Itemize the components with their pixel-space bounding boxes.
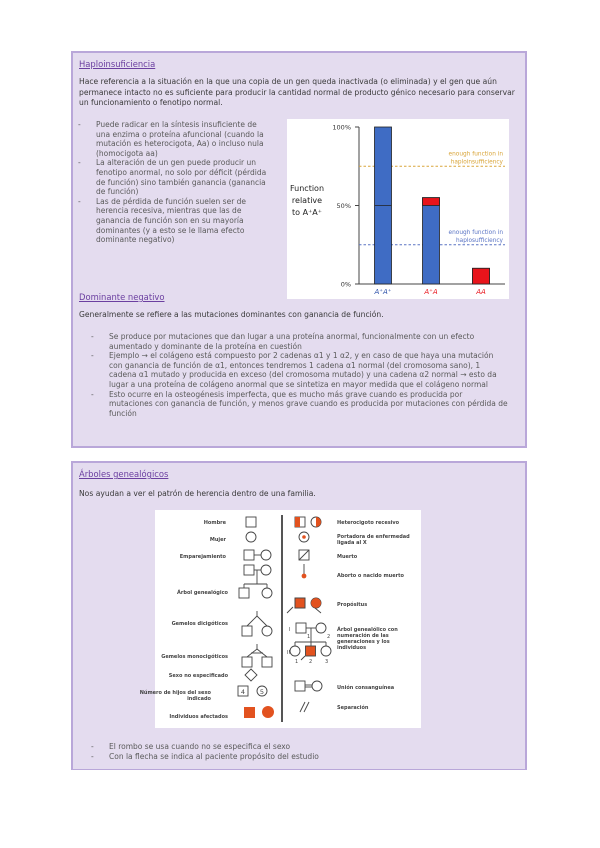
haploinsuficiencia-bullets [77, 120, 267, 245]
list-item: - Esto ocurre en la osteogénesis imperfecta, que es mucho más grave cuando es producida por mutaciones con ganancia de función, y menos grave cuando es producida por mutaciones con pérdida de función [90, 390, 508, 419]
legend-label-union: Unión consanguínea [337, 685, 395, 691]
propositus-male-symbol [295, 598, 305, 608]
function-chart-svg [287, 119, 509, 299]
list-item: - Puede radicar en la síntesis insuficiente de una enzima o proteína afuncional (cuando la mutación es heterocigota, Aa) o incluso nula (homocigota aa) [77, 120, 267, 158]
section-title-dominante-negativo: Dominante negativo [79, 292, 165, 302]
legend-label-afectados: Individuos afectados [169, 714, 228, 720]
count-number: 5 [259, 688, 265, 696]
dominante-negativo-intro: Generalmente se refiere a las mutaciones dominantes con ganancia de función. [79, 310, 384, 319]
bar-1 [423, 198, 440, 284]
list-item: - El rombo se usa cuando no se especifica el sexo [90, 742, 508, 752]
y-axis-label: Function [289, 184, 325, 193]
dominante-negativo-bullets [90, 332, 508, 418]
list-item: - La alteración de un gen puede producir un fenotipo anormal, no solo por déficit (pérdida de función) sino también ganancia (ganancia de función) [77, 158, 267, 196]
individual-number: 3 [325, 659, 329, 665]
legend-label-numero-hijos: Número de hijos del sexo indicado [139, 690, 211, 702]
x-tick-label: AA [476, 288, 486, 296]
legend-label-propositus: Propósitus [337, 602, 368, 608]
affected-male-symbol [244, 707, 255, 718]
threshold-label: haplosufficiency [455, 237, 503, 244]
bar-defect-2 [473, 268, 490, 284]
pedigree-legend [139, 510, 421, 728]
generation-label: II [287, 650, 290, 656]
female-symbol [246, 532, 256, 542]
generation-label: I [289, 627, 291, 633]
arboles-intro: Nos ayudan a ver el patrón de herencia dentro de una familia. [79, 489, 316, 498]
legend-label-muerto: Muerto [337, 554, 358, 560]
legend-label-separacion: Separación [337, 705, 369, 711]
x-tick-label: A⁺A [424, 288, 438, 296]
bar-defect-1 [423, 198, 440, 206]
section-title-arboles: Árboles genealógicos [79, 469, 169, 479]
legend-label-monocigoticos: Gemelos monocigóticos [161, 654, 228, 660]
legend-label-no-especificado: Sexo no especificado [168, 673, 228, 679]
arboles-bullets [90, 742, 508, 761]
y-axis-label: relative [291, 196, 323, 205]
mating-symbol [261, 550, 271, 560]
legend-label-dicigoticos: Gemelos dicigóticos [171, 621, 228, 627]
legend-label-arbol-numerado-1: Árbol genealólico con numeración de las generaciones y los individuos [337, 627, 398, 651]
list-item: - Con la flecha se indica al paciente propósito del estudio [90, 752, 508, 762]
card-arboles-genealogicos [71, 461, 527, 770]
y-tick-label: 0% [340, 280, 351, 289]
card-haploinsuficiencia [71, 51, 527, 448]
diamond-symbol [245, 669, 257, 681]
section-title-haploinsuficiencia: Haploinsuficiencia [79, 59, 156, 69]
male-symbol [246, 517, 256, 527]
list-item: - Las de pérdida de función suelen ser de herencia recesiva, mientras que las de ganancia de función son en su mayoría dominantes (y a esto se le llama efecto dominante negativo) [77, 197, 267, 245]
y-tick-label: 100% [332, 123, 351, 132]
count-number: 4 [240, 688, 246, 696]
dizygotic-twin [242, 626, 252, 636]
threshold-label: enough function in [448, 151, 503, 158]
affected-female-symbol [262, 706, 274, 718]
legend-label-mujer: Mujer [209, 537, 226, 543]
y-axis-label: to A⁺A⁺ [292, 208, 322, 217]
function-chart [287, 119, 509, 299]
individual-number: 1 [307, 634, 311, 640]
pedigree-affected-child [306, 646, 316, 656]
individual-number: 1 [295, 659, 299, 665]
legend-label-aborto: Aborto o nacido muerto [337, 573, 404, 579]
haploinsuficiencia-intro: Hace referencia a la situación en la que una copia de un gen queda inactivada (o eliminada) y el gen que aún permanece intacto no es suficiente para producir la cantidad normal de producto génico necesario para conservar un funcionamiento o fenotipo normal. [79, 77, 515, 107]
legend-label-heterocigoto: Heterocigoto recesivo [337, 520, 400, 526]
threshold-label: haploinsufficiency [450, 159, 503, 166]
list-item: - Se produce por mutaciones que dan lugar a una proteína anormal, funcionalmente con un efecto aumentado y dominante de la proteína en cuestión [90, 332, 508, 351]
y-tick-label: 50% [336, 202, 351, 210]
pedigree-legend-svg [139, 510, 421, 728]
tree-child-male [239, 588, 249, 598]
individual-number: 2 [327, 634, 331, 640]
monozygotic-twin [242, 657, 252, 667]
threshold-label: enough function in [448, 229, 503, 236]
x-tick-label: A⁺A⁺ [374, 288, 392, 296]
legend-label-portadora-1: Portadora de enfermedad ligada al X [337, 534, 410, 546]
legend-label-hombre: Hombre [203, 520, 226, 526]
legend-label-emparejamiento: Emparejamiento [179, 554, 226, 560]
legend-label-arbol: Árbol genealógico [177, 590, 228, 596]
list-item: - Ejemplo → el colágeno está compuesto por 2 cadenas α1 y 1 α2, y en caso de que haya una mutación con ganancia de función de α1, entonces tendremos 1 cadena α1 normal (del cromosoma sano), 1 cadena α1 mutado y producida en exceso (del cromosoma mutado) y una cadena α2 normal → esto da lugar a una proteína de colágeno anormal que se sintetiza en mayor medida que el colágeno normal [90, 351, 508, 389]
individual-number: 2 [309, 659, 313, 665]
